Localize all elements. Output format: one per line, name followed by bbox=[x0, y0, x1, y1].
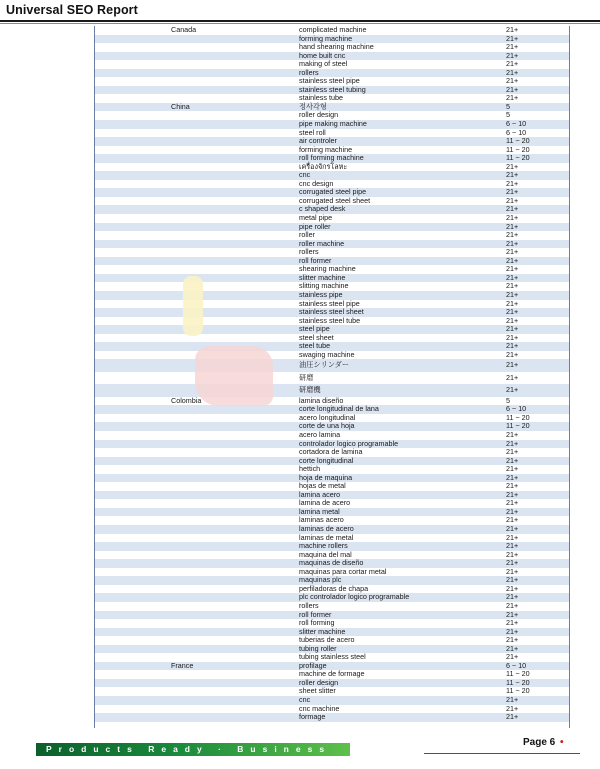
volume-cell: 21+ bbox=[506, 324, 519, 334]
volume-cell: 21+ bbox=[506, 221, 519, 231]
keyword-cell: rollers bbox=[299, 247, 319, 257]
header-divider-thin bbox=[0, 23, 600, 24]
volume-cell: 21+ bbox=[506, 264, 519, 274]
volume-cell: 21+ bbox=[506, 281, 519, 291]
volume-cell: 21+ bbox=[506, 703, 519, 713]
table-row bbox=[95, 687, 569, 696]
table-row bbox=[95, 240, 569, 249]
volume-cell: 21+ bbox=[506, 541, 519, 551]
volume-cell: 21+ bbox=[506, 583, 519, 593]
volume-cell: 21+ bbox=[506, 161, 519, 171]
volume-cell: 6 ~ 10 bbox=[506, 119, 527, 129]
table-row bbox=[95, 593, 569, 602]
page-bullet: • bbox=[560, 737, 564, 748]
keyword-cell: cnc bbox=[299, 694, 311, 704]
keyword-cell: metal pipe bbox=[299, 213, 333, 223]
volume-cell: 21+ bbox=[506, 50, 519, 60]
keyword-cell: slitter machine bbox=[299, 272, 346, 282]
keyword-cell: stainless steel tube bbox=[299, 315, 361, 325]
keyword-cell: laminas acero bbox=[299, 515, 344, 525]
header-divider bbox=[0, 20, 600, 22]
keyword-cell: lamina acero bbox=[299, 489, 341, 499]
keyword-cell: maquinas para cortar metal bbox=[299, 566, 387, 576]
keyword-cell: acero longitudinal bbox=[299, 412, 356, 422]
table-row bbox=[95, 223, 569, 232]
keyword-cell: เครื่องจักรโลหะ bbox=[299, 161, 348, 171]
volume-cell: 21+ bbox=[506, 247, 519, 257]
keyword-cell: hand shearing machine bbox=[299, 42, 374, 52]
keyword-cell: lamina metal bbox=[299, 506, 340, 516]
volume-cell: 21+ bbox=[506, 498, 519, 508]
volume-cell: 21+ bbox=[506, 385, 519, 395]
volume-cell: 21+ bbox=[506, 652, 519, 662]
keyword-cell: machine rollers bbox=[299, 541, 348, 551]
table-row bbox=[95, 705, 569, 714]
table-row bbox=[95, 713, 569, 722]
volume-cell: 21+ bbox=[506, 298, 519, 308]
keyword-cell: roller design bbox=[299, 110, 339, 120]
keyword-cell: cnc design bbox=[299, 178, 334, 188]
keyword-cell: cnc machine bbox=[299, 703, 340, 713]
keyword-cell: steel roll bbox=[299, 127, 326, 137]
footer-divider bbox=[424, 753, 580, 754]
keyword-cell: home built cnc bbox=[299, 50, 346, 60]
keyword-cell: tuberias de acero bbox=[299, 635, 355, 645]
volume-cell: 5 bbox=[506, 110, 510, 120]
watermark-shape-red bbox=[195, 346, 273, 406]
volume-cell: 11 ~ 20 bbox=[506, 412, 530, 422]
volume-cell: 21+ bbox=[506, 481, 519, 491]
keyword-cell: machine de formage bbox=[299, 669, 365, 679]
volume-cell: 11 ~ 20 bbox=[506, 669, 530, 679]
keyword-cell: laminas de metal bbox=[299, 532, 354, 542]
keyword-cell: cortadora de lamina bbox=[299, 447, 363, 457]
volume-cell: 11 ~ 20 bbox=[506, 153, 530, 163]
keyword-cell: complicated machine bbox=[299, 26, 367, 34]
table-row bbox=[95, 653, 569, 662]
volume-cell: 21+ bbox=[506, 170, 519, 180]
volume-cell: 21+ bbox=[506, 187, 519, 197]
volume-cell: 21+ bbox=[506, 238, 519, 248]
keyword-cell: lamina diseño bbox=[299, 395, 344, 405]
table-row bbox=[95, 163, 569, 172]
volume-cell: 21+ bbox=[506, 464, 519, 474]
volume-cell: 21+ bbox=[506, 307, 519, 317]
footer-tagline: Products Ready · Business Ready bbox=[46, 744, 332, 767]
keyword-cell: stainless steel sheet bbox=[299, 307, 364, 317]
keyword-cell: shearing machine bbox=[299, 264, 356, 274]
volume-cell: 21+ bbox=[506, 635, 519, 645]
keyword-cell: stainless steel pipe bbox=[299, 298, 360, 308]
table-row bbox=[95, 602, 569, 611]
volume-cell: 21+ bbox=[506, 515, 519, 525]
keyword-cell: forming machine bbox=[299, 144, 353, 154]
table-row bbox=[95, 94, 569, 103]
volume-cell: 21+ bbox=[506, 566, 519, 576]
volume-cell: 21+ bbox=[506, 609, 519, 619]
keyword-cell: c shaped desk bbox=[299, 204, 346, 214]
country-cell: Colombia bbox=[171, 395, 202, 405]
volume-cell: 11 ~ 20 bbox=[506, 686, 530, 696]
volume-cell: 21+ bbox=[506, 626, 519, 636]
volume-cell: 21+ bbox=[506, 489, 519, 499]
keyword-cell: perfiladoras de chapa bbox=[299, 583, 369, 593]
keyword-cell: corte de una hoja bbox=[299, 421, 355, 431]
volume-cell: 21+ bbox=[506, 575, 519, 585]
report-title: Universal SEO Report bbox=[6, 3, 138, 17]
volume-cell: 21+ bbox=[506, 341, 519, 351]
volume-cell: 11 ~ 20 bbox=[506, 421, 530, 431]
volume-cell: 21+ bbox=[506, 289, 519, 299]
volume-cell: 11 ~ 20 bbox=[506, 677, 530, 687]
keyword-cell: roll former bbox=[299, 609, 332, 619]
keyword-cell: corrugated steel sheet bbox=[299, 195, 371, 205]
volume-cell: 21+ bbox=[506, 59, 519, 69]
keyword-cell: plc controlador logico programable bbox=[299, 592, 410, 602]
keyword-cell: 油圧シリンダー bbox=[299, 360, 350, 370]
keyword-cell: stainless steel pipe bbox=[299, 76, 360, 86]
keyword-cell: corte longitudinal de lana bbox=[299, 404, 379, 414]
volume-cell: 21+ bbox=[506, 195, 519, 205]
volume-cell: 6 ~ 10 bbox=[506, 404, 527, 414]
volume-cell: 21+ bbox=[506, 230, 519, 240]
keyword-cell: corrugated steel pipe bbox=[299, 187, 367, 197]
volume-cell: 21+ bbox=[506, 694, 519, 704]
keyword-cell: 研磨機 bbox=[299, 385, 321, 395]
volume-cell: 21+ bbox=[506, 33, 519, 43]
volume-cell: 21+ bbox=[506, 592, 519, 602]
volume-cell: 11 ~ 20 bbox=[506, 144, 530, 154]
volume-cell: 21+ bbox=[506, 455, 519, 465]
table-row bbox=[95, 351, 569, 360]
table-row bbox=[95, 214, 569, 223]
country-cell: Canada bbox=[171, 26, 197, 34]
keyword-cell: slitter machine bbox=[299, 626, 346, 636]
table-row bbox=[95, 120, 569, 129]
keyword-cell: acero lamina bbox=[299, 430, 341, 440]
volume-cell: 21+ bbox=[506, 93, 519, 103]
volume-cell: 21+ bbox=[506, 372, 519, 382]
keyword-cell: roller machine bbox=[299, 238, 345, 248]
volume-cell: 21+ bbox=[506, 643, 519, 653]
table-row bbox=[95, 205, 569, 214]
keyword-cell: hoja de maquina bbox=[299, 472, 353, 482]
volume-cell: 21+ bbox=[506, 430, 519, 440]
volume-cell: 11 ~ 20 bbox=[506, 136, 530, 146]
keyword-cell: slitting machine bbox=[299, 281, 349, 291]
volume-cell: 21+ bbox=[506, 558, 519, 568]
keyword-cell: hojas de metal bbox=[299, 481, 346, 491]
volume-cell: 21+ bbox=[506, 272, 519, 282]
table-row bbox=[95, 60, 569, 69]
keyword-cell: steel tube bbox=[299, 341, 331, 351]
table-row bbox=[95, 457, 569, 466]
table-row bbox=[95, 372, 569, 385]
page-number: Page 6 bbox=[523, 737, 556, 748]
keyword-cell: maquinas de diseño bbox=[299, 558, 364, 568]
table-row bbox=[95, 317, 569, 326]
volume-cell: 21+ bbox=[506, 67, 519, 77]
volume-cell: 21+ bbox=[506, 332, 519, 342]
volume-cell: 5 bbox=[506, 395, 510, 405]
volume-cell: 21+ bbox=[506, 524, 519, 534]
table-row bbox=[95, 334, 569, 343]
volume-cell: 5 bbox=[506, 101, 510, 111]
volume-cell: 21+ bbox=[506, 506, 519, 516]
volume-cell: 21+ bbox=[506, 26, 519, 34]
keyword-cell: stainless pipe bbox=[299, 289, 343, 299]
volume-cell: 21+ bbox=[506, 42, 519, 52]
keyword-cell: 정사각형 bbox=[299, 101, 327, 111]
keyword-cell: rollers bbox=[299, 67, 319, 77]
country-cell: France bbox=[171, 660, 194, 670]
keyword-cell: roll forming bbox=[299, 618, 335, 628]
volume-cell: 21+ bbox=[506, 84, 519, 94]
footer-banner bbox=[36, 743, 350, 767]
volume-cell: 21+ bbox=[506, 255, 519, 265]
volume-cell: 21+ bbox=[506, 315, 519, 325]
volume-cell: 21+ bbox=[506, 618, 519, 628]
volume-cell: 21+ bbox=[506, 204, 519, 214]
keyword-cell: rollers bbox=[299, 600, 319, 610]
volume-cell: 21+ bbox=[506, 438, 519, 448]
keyword-cell: corte longitudinal bbox=[299, 455, 354, 465]
keyword-cell: swaging machine bbox=[299, 349, 355, 359]
volume-cell: 21+ bbox=[506, 213, 519, 223]
volume-cell: 21+ bbox=[506, 600, 519, 610]
keyword-table bbox=[94, 26, 570, 728]
volume-cell: 6 ~ 10 bbox=[506, 127, 527, 137]
table-row bbox=[95, 384, 569, 397]
volume-cell: 21+ bbox=[506, 712, 519, 722]
table-row bbox=[95, 359, 569, 372]
volume-cell: 21+ bbox=[506, 447, 519, 457]
keyword-cell: roll forming machine bbox=[299, 153, 364, 163]
keyword-cell: formage bbox=[299, 712, 326, 722]
keyword-cell: pipe making machine bbox=[299, 119, 367, 129]
keyword-rows bbox=[95, 26, 569, 722]
keyword-cell: tubing roller bbox=[299, 643, 337, 653]
keyword-cell: tubing stainless steel bbox=[299, 652, 366, 662]
watermark-shape-yellow bbox=[183, 276, 203, 336]
keyword-cell: maquina del mal bbox=[299, 549, 352, 559]
volume-cell: 21+ bbox=[506, 76, 519, 86]
keyword-cell: stainless tube bbox=[299, 93, 343, 103]
keyword-cell: controlador logico programable bbox=[299, 438, 399, 448]
keyword-cell: lamina de acero bbox=[299, 498, 351, 508]
volume-cell: 21+ bbox=[506, 549, 519, 559]
keyword-cell: forming machine bbox=[299, 33, 353, 43]
keyword-cell: roller design bbox=[299, 677, 339, 687]
keyword-cell: steel pipe bbox=[299, 324, 330, 334]
keyword-cell: 研磨 bbox=[299, 372, 314, 382]
table-row bbox=[95, 248, 569, 257]
keyword-cell: profilage bbox=[299, 660, 327, 670]
keyword-cell: cnc bbox=[299, 170, 311, 180]
keyword-cell: pipe roller bbox=[299, 221, 331, 231]
keyword-cell: stainless steel tubing bbox=[299, 84, 366, 94]
keyword-cell: laminas de acero bbox=[299, 524, 354, 534]
volume-cell: 21+ bbox=[506, 360, 519, 370]
keyword-cell: roller bbox=[299, 230, 315, 240]
volume-cell: 21+ bbox=[506, 472, 519, 482]
keyword-cell: air controler bbox=[299, 136, 337, 146]
keyword-cell: sheet slitter bbox=[299, 686, 336, 696]
volume-cell: 6 ~ 10 bbox=[506, 660, 527, 670]
volume-cell: 21+ bbox=[506, 178, 519, 188]
volume-cell: 21+ bbox=[506, 349, 519, 359]
keyword-cell: steel sheet bbox=[299, 332, 334, 342]
country-cell: China bbox=[171, 101, 190, 111]
keyword-cell: making of steel bbox=[299, 59, 348, 69]
keyword-cell: maquinas plc bbox=[299, 575, 342, 585]
volume-cell: 21+ bbox=[506, 532, 519, 542]
keyword-cell: roll former bbox=[299, 255, 332, 265]
keyword-cell: hettich bbox=[299, 464, 321, 474]
